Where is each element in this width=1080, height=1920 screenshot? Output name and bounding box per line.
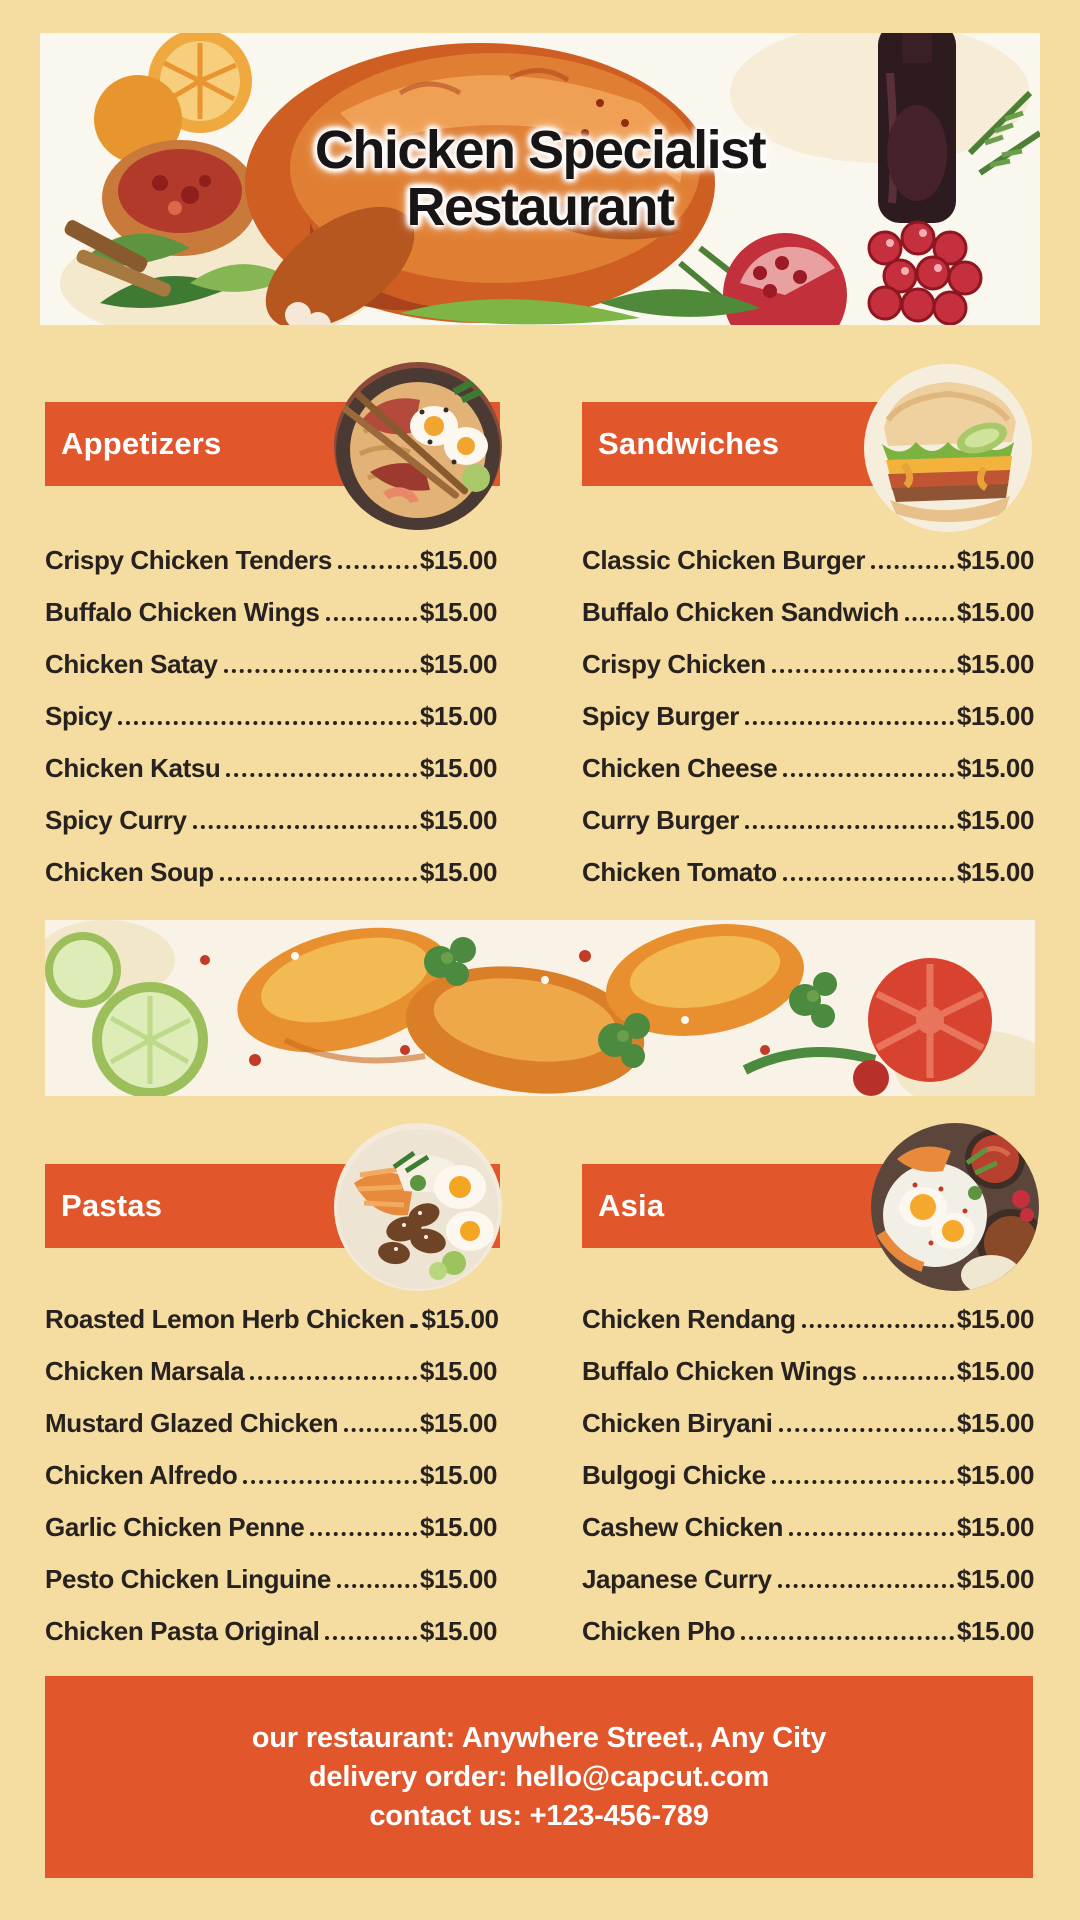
- menu-item-price: $15.00: [419, 700, 497, 731]
- asian-platter-illustration: [871, 1123, 1039, 1291]
- menu-item-name: Buffalo Chicken Wings: [45, 596, 320, 627]
- dot-leader: [802, 1324, 954, 1328]
- menu-item-row: [45, 794, 497, 846]
- menu-item-name: Japanese Curry: [582, 1563, 772, 1594]
- footer-address: our restaurant: Anywhere Street., Any City: [251, 1721, 827, 1754]
- menu-item-price: $15.00: [419, 1563, 497, 1594]
- menu-item-price: $15.00: [421, 1303, 499, 1334]
- menu-item-name: Crispy Chicken Tenders: [45, 544, 332, 575]
- menu-item-name: Chicken Alfredo: [45, 1459, 238, 1490]
- menu-item-price: $15.00: [956, 856, 1034, 887]
- menu-item-name: Pesto Chicken Linguine: [45, 1563, 331, 1594]
- menu-item-row: [582, 1293, 1034, 1345]
- footer-contact-box: [45, 1676, 1033, 1878]
- dot-leader: [863, 1376, 954, 1380]
- menu-item-price: $15.00: [419, 648, 497, 679]
- menu-list-sandwiches: [582, 534, 1034, 898]
- restaurant-title: [40, 33, 1040, 325]
- menu-item-row: [582, 794, 1034, 846]
- menu-item-price: $15.00: [419, 856, 497, 887]
- menu-item-row: [45, 1293, 497, 1345]
- dot-leader: [338, 565, 417, 569]
- header-illustration: [40, 33, 1040, 325]
- menu-item-name: Classic Chicken Burger: [582, 544, 866, 575]
- meat-rice-bowl-illustration: [334, 1123, 502, 1291]
- dot-leader: [905, 617, 954, 621]
- menu-item-name: Spicy Curry: [45, 804, 187, 835]
- restaurant-title-line1: Chicken Specialist: [314, 120, 766, 180]
- menu-item-price: $15.00: [956, 1563, 1034, 1594]
- menu-item-name: Bulgogi Chicke: [582, 1459, 766, 1490]
- menu-item-name: Chicken Cheese: [582, 752, 778, 783]
- dot-leader: [224, 669, 417, 673]
- menu-item-row: [582, 1345, 1034, 1397]
- menu-item-name: Chicken Pasta Original: [45, 1615, 320, 1646]
- dot-leader: [243, 1480, 416, 1484]
- menu-item-price: $15.00: [956, 544, 1034, 575]
- ramen-bowl-photo: [334, 362, 502, 530]
- menu-item-row: [45, 586, 497, 638]
- menu-item-row: [45, 690, 497, 742]
- menu-item-row: [45, 742, 497, 794]
- dot-leader: [226, 773, 416, 777]
- menu-item-price: $15.00: [419, 804, 497, 835]
- menu-item-price: $15.00: [956, 1615, 1034, 1646]
- menu-item-price: $15.00: [956, 596, 1034, 627]
- menu-item-price: $15.00: [956, 700, 1034, 731]
- dot-leader: [783, 877, 954, 881]
- menu-item-row: [45, 1553, 497, 1605]
- menu-item-name: Spicy: [45, 700, 113, 731]
- section-banner-sandwiches: [582, 402, 905, 486]
- menu-item-row: [582, 638, 1034, 690]
- section-title: Sandwiches: [598, 426, 780, 461]
- menu-item-name: Chicken Rendang: [582, 1303, 796, 1334]
- section-banner-asia: [582, 1164, 905, 1248]
- glazed-vegetables-illustration: [45, 920, 1035, 1096]
- menu-item-price: $15.00: [956, 1407, 1034, 1438]
- menu-item-price: $15.00: [956, 752, 1034, 783]
- dot-leader: [250, 1376, 417, 1380]
- menu-item-price: $15.00: [419, 1459, 497, 1490]
- vegetable-banner-illustration: [45, 920, 1035, 1096]
- menu-item-name: Garlic Chicken Penne: [45, 1511, 305, 1542]
- menu-item-price: $15.00: [419, 1615, 497, 1646]
- menu-item-name: Buffalo Chicken Wings: [582, 1355, 857, 1386]
- menu-item-row: [582, 1397, 1034, 1449]
- dot-leader: [772, 669, 954, 673]
- menu-item-row: [582, 1501, 1034, 1553]
- meat-rice-bowl-photo: [334, 1123, 502, 1291]
- menu-item-row: [45, 638, 497, 690]
- dot-leader: [772, 1480, 954, 1484]
- sandwich-illustration: [864, 364, 1032, 532]
- sandwich-photo: [864, 364, 1032, 532]
- menu-item-name: Chicken Pho: [582, 1615, 736, 1646]
- menu-list-appetizers: [45, 534, 497, 898]
- menu-item-row: [45, 1501, 497, 1553]
- dot-leader: [789, 1532, 954, 1536]
- menu-item-price: $15.00: [419, 1511, 497, 1542]
- footer-delivery-email: delivery order: hello@capcut.com: [308, 1760, 770, 1793]
- menu-list-asia: [582, 1293, 1034, 1657]
- dot-leader: [118, 721, 417, 725]
- menu-item-price: $15.00: [956, 804, 1034, 835]
- menu-item-price: $15.00: [956, 648, 1034, 679]
- dot-leader: [871, 565, 954, 569]
- dot-leader: [220, 877, 417, 881]
- ramen-bowl-illustration: [334, 362, 502, 530]
- menu-item-name: Buffalo Chicken Sandwich: [582, 596, 899, 627]
- menu-item-price: $15.00: [419, 1355, 497, 1386]
- dot-leader: [326, 617, 417, 621]
- dot-leader: [745, 825, 954, 829]
- dot-leader: [745, 721, 954, 725]
- restaurant-title-line2: Restaurant: [406, 177, 674, 237]
- section-title: Pastas: [61, 1188, 163, 1223]
- menu-item-name: Chicken Satay: [45, 648, 218, 679]
- dot-leader: [344, 1428, 417, 1432]
- menu-list-pastas: [45, 1293, 497, 1657]
- menu-item-row: [45, 1605, 497, 1657]
- menu-item-name: Spicy Burger: [582, 700, 740, 731]
- menu-item-price: $15.00: [956, 1459, 1034, 1490]
- dot-leader: [410, 1324, 418, 1328]
- dot-leader: [741, 1636, 954, 1640]
- menu-item-name: Roasted Lemon Herb Chicken: [45, 1303, 405, 1334]
- menu-item-row: [45, 534, 497, 586]
- menu-item-name: Chicken Katsu: [45, 752, 221, 783]
- menu-item-name: Cashew Chicken: [582, 1511, 784, 1542]
- menu-item-row: [582, 846, 1034, 898]
- dot-leader: [779, 1428, 954, 1432]
- dot-leader: [337, 1584, 417, 1588]
- menu-item-row: [45, 1397, 497, 1449]
- menu-item-row: [582, 534, 1034, 586]
- asian-platter-photo: [871, 1123, 1039, 1291]
- menu-item-name: Mustard Glazed Chicken: [45, 1407, 339, 1438]
- menu-item-row: [582, 1553, 1034, 1605]
- menu-item-name: Crispy Chicken: [582, 648, 766, 679]
- menu-item-row: [45, 846, 497, 898]
- dot-leader: [193, 825, 417, 829]
- menu-item-name: Chicken Marsala: [45, 1355, 245, 1386]
- menu-item-row: [582, 1449, 1034, 1501]
- menu-item-price: $15.00: [956, 1303, 1034, 1334]
- section-title: Asia: [598, 1188, 665, 1223]
- menu-item-name: Curry Burger: [582, 804, 740, 835]
- dot-leader: [310, 1532, 417, 1536]
- menu-item-row: [45, 1449, 497, 1501]
- dot-leader: [778, 1584, 954, 1588]
- menu-item-price: $15.00: [419, 1407, 497, 1438]
- menu-item-row: [582, 1605, 1034, 1657]
- menu-item-name: Chicken Soup: [45, 856, 214, 887]
- footer-phone: contact us: +123-456-789: [369, 1799, 709, 1832]
- menu-item-price: $15.00: [419, 752, 497, 783]
- menu-item-row: [582, 586, 1034, 638]
- menu-item-row: [582, 690, 1034, 742]
- section-title: Appetizers: [61, 426, 222, 461]
- dot-leader: [325, 1636, 416, 1640]
- menu-item-price: $15.00: [956, 1355, 1034, 1386]
- menu-item-price: $15.00: [956, 1511, 1034, 1542]
- menu-item-row: [45, 1345, 497, 1397]
- menu-item-price: $15.00: [419, 596, 497, 627]
- dot-leader: [783, 773, 954, 777]
- menu-item-name: Chicken Biryani: [582, 1407, 773, 1438]
- menu-item-row: [582, 742, 1034, 794]
- menu-item-name: Chicken Tomato: [582, 856, 777, 887]
- menu-item-price: $15.00: [419, 544, 497, 575]
